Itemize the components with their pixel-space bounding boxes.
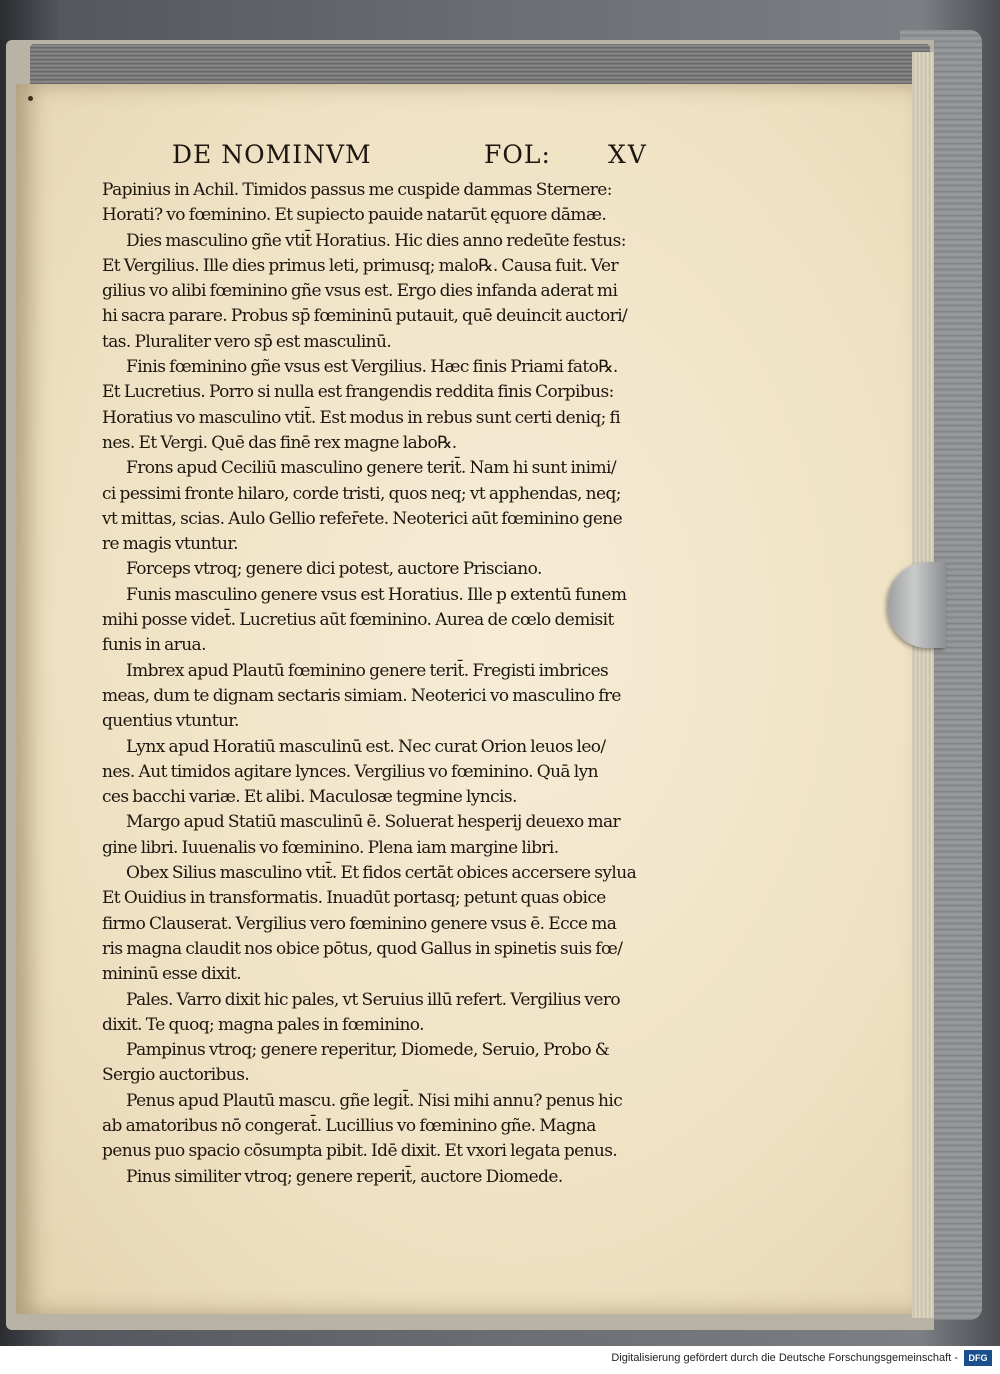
text-line: Et Vergilius. Ille dies primus leti, primusq; malo℞. Causa fuit. Ver [102, 255, 619, 276]
folio-number: XV [608, 140, 648, 169]
text-line: Pampinus vtroq; genere reperitur, Diomede, Seruio, Probo & [126, 1040, 610, 1061]
text-line: Et Ouidius in transformatis. Inuadūt portasq; petunt quas obice [102, 888, 606, 909]
funding-credit: Digitalisierung gefördert durch die Deutsche Forschungsgemeinschaft - [611, 1352, 958, 1364]
text-line: hi sacra parare. Probus sp̄ fœmininū putauit, quē deuincit auctori/ [102, 306, 628, 327]
text-line: Imbrex apud Plautū fœminino genere terit̄. Fregisti imbrices [126, 660, 609, 681]
text-line: Horatius vo masculino vtit̄. Est modus in rebus sunt certi deniq; fi [102, 407, 621, 428]
text-line: Frons apud Ceciliū masculino genere terit̄. Nam hi sunt inimi/ [126, 458, 616, 479]
text-line: Pales. Varro dixit hic pales, vt Seruius illū refert. Vergilius vero [126, 989, 621, 1010]
text-line: Pinus similiter vtroq; genere reperit̄, auctore Diomede. [126, 1166, 563, 1187]
text-block [102, 178, 702, 1190]
text-line: Horati? vo fœminino. Et supiecto pauide natarūt ęquore dāmæ. [102, 205, 607, 226]
text-line: firmo Clauserat. Vergilius vero fœminino genere vsus ē. Ecce ma [102, 913, 617, 934]
text-line: Dies masculino gñe vtit̄ Horatius. Hic dies anno redeūte festus: [126, 230, 626, 251]
text-line: Papinius in Achil. Timidos passus me cuspide dammas Sternere: [102, 180, 612, 200]
text-line: Forceps vtroq; genere dici potest, auctore Prisciano. [126, 559, 542, 580]
text-line: funis in arua. [102, 635, 206, 656]
dfg-logo: DFG [964, 1350, 992, 1366]
text-line: penus puo spacio cōsumpta pibit. Idē dixit. Et vxori legata penus. [102, 1141, 618, 1162]
text-line: ci pessimi fronte hilaro, corde tristi, quos neq; vt apphendas, neq; [102, 483, 621, 504]
text-line: Funis masculino genere vsus est Horatius. Ille p extentū funem [126, 584, 627, 605]
margin-mark [28, 96, 33, 101]
text-line: ab amatoribus nō congerat̄. Lucillius vo fœminino gñe. Magna [102, 1115, 596, 1136]
running-head-fol: FOL: [484, 140, 551, 169]
text-line: Penus apud Plautū mascu. gñe legit̄. Nisi mihi annu? penus hic [126, 1090, 623, 1111]
text-line: mihi posse videt̄. Lucretius aūt fœminino. Aurea de cœlo demisit [102, 610, 614, 631]
text-line: Sergio auctoribus. [102, 1065, 250, 1086]
text-line: nes. Aut timidos agitare lynces. Vergilius vo fœminino. Quā lyn [102, 761, 598, 782]
text-line: quentius vtuntur. [102, 711, 239, 732]
text-line: dixit. Te quoq; magna pales in fœminino. [102, 1014, 424, 1035]
text-line: tas. Pluraliter vero sp̄ est masculinū. [102, 331, 392, 352]
text-line: re magis vtuntur. [102, 534, 238, 555]
text-line: nes. Et Vergi. Quē das finē rex magne labo℞. [102, 432, 457, 453]
footer-bar [0, 1346, 1000, 1374]
text-line: gine libri. Iuuenalis vo fœminino. Plena iam margine libri. [102, 837, 559, 858]
text-line: Obex Silius masculino vtit̄. Et fidos certāt obices accersere sylua [126, 863, 637, 884]
text-line: ces bacchi variæ. Et alibi. Maculosæ tegmine lyncis. [102, 787, 517, 808]
text-line: mininū esse dixit. [102, 964, 241, 985]
text-line: Margo apud Statiū masculinū ē. Soluerat hesperij deuexo mar [126, 812, 621, 833]
text-line: vt mittas, scias. Aulo Gellio refer̄ete. Neoterici aūt fœminino gene [102, 508, 623, 529]
text-line: Lynx apud Horatiū masculinū est. Nec curat Orion leuos leo/ [126, 736, 606, 757]
text-line: meas, dum te dignam sectaris simiam. Neoterici vo masculino fre [102, 685, 621, 706]
top-page-edges [30, 44, 930, 84]
text-line: Finis fœminino gñe vsus est Vergilius. Hæc finis Priami fato℞. [126, 357, 618, 378]
running-head-title: DE NOMINVM [172, 140, 372, 169]
fore-edge [912, 52, 934, 1318]
running-head [0, 140, 1000, 180]
text-line: ris magna claudit nos obice pōtus, quod Gallus in spinetis suis fœ/ [102, 938, 623, 959]
text-line: gilius vo alibi fœminino gñe vsus est. Ergo dies infanda aderat mi [102, 281, 618, 302]
text-line: Et Lucretius. Porro si nulla est frangendis reddita finis Corpibus: [102, 382, 614, 403]
